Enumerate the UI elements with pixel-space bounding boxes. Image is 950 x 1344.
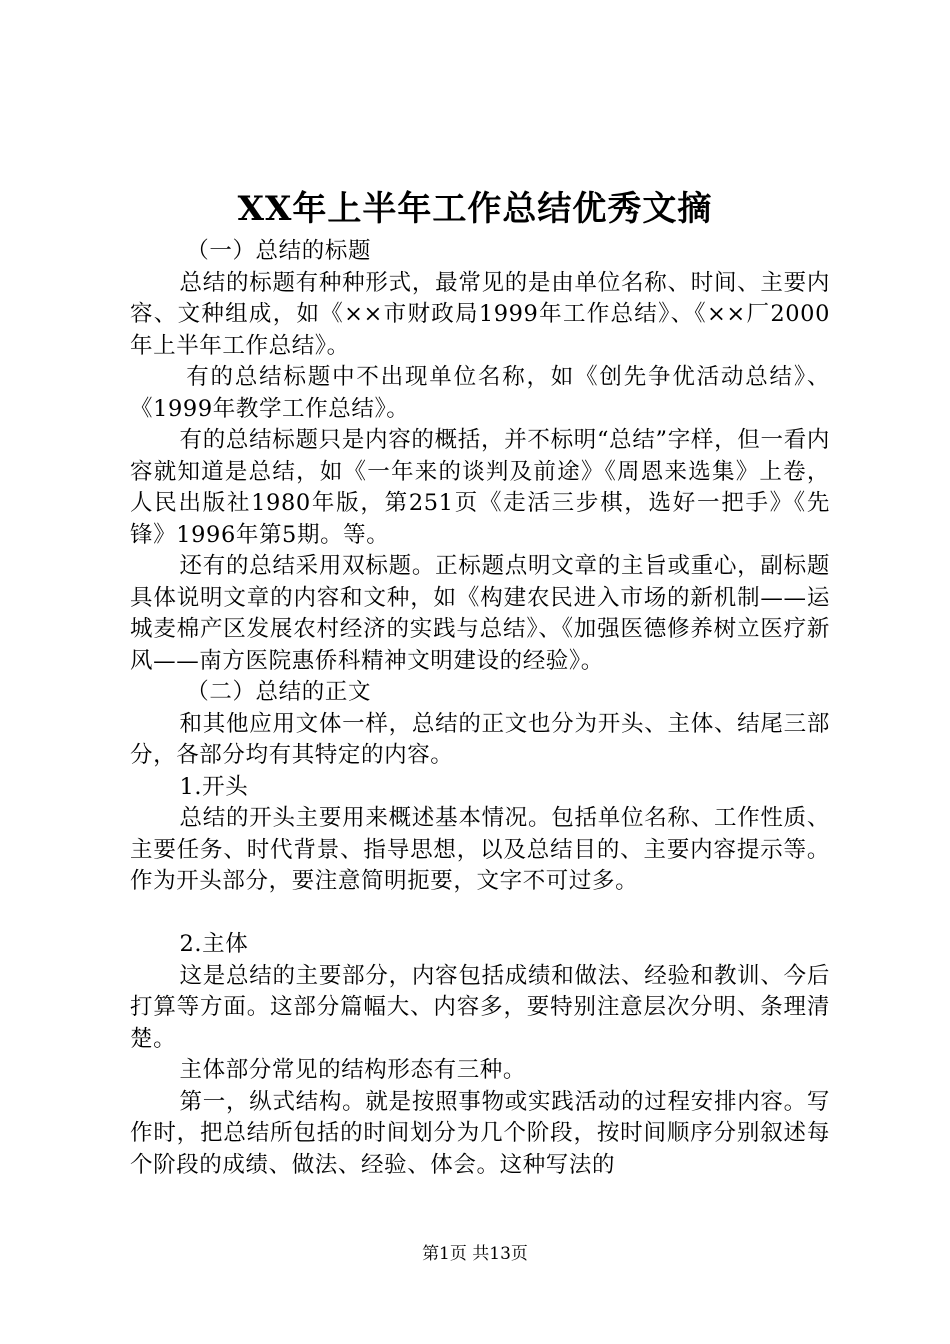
section-heading-body: （二）总结的正文 [186, 679, 372, 705]
document-body [130, 236, 830, 1181]
body-paragraph: 有的总结标题中不出现单位名称，如《创先争优活动总结》、《1999年教学工作总结》。 [130, 364, 830, 422]
body-paragraph: 这是总结的主要部分，内容包括成绩和做法、经验和教训、今后打算等方面。这部分篇幅大、内容多，要特别注意层次分明、条理清楚。 [130, 962, 830, 1052]
body-paragraph: 第一，纵式结构。就是按照事物或实践活动的过程安排内容。写作时，把总结所包括的时间划分为几个阶段，按时间顺序分别叙述每个阶段的成绩、做法、经验、体会。这种写法的 [130, 1088, 830, 1178]
subheading-opening: 1.开头 [179, 773, 249, 800]
document-title: XX年上半年工作总结优秀文摘 [237, 189, 713, 229]
body-paragraph: 主体部分常见的结构形态有三种。 [179, 1057, 527, 1083]
page-number-footer: 第1页 共13页 [422, 1244, 528, 1264]
body-paragraph: 总结的标题有种种形式，最常见的是由单位名称、时间、主要内容、文种组成，如《××市财政局1999年工作总结》、《××厂2000年上半年工作总结》。 [130, 269, 830, 359]
subheading-main-body: 2.主体 [179, 931, 249, 957]
body-paragraph: 和其他应用文体一样，总结的正文也分为开头、主体、结尾三部分，各部分均有其特定的内容。 [130, 710, 830, 768]
body-paragraph: 还有的总结采用双标题。正标题点明文章的主旨或重心，副标题具体说明文章的内容和文种，如《构建农民进入市场的新机制——运城麦棉产区发展农村经济的实践与总结》、《加强医德修养树立医疗新风——南方医院惠侨科精神文明建设的经验》。 [130, 553, 830, 674]
body-paragraph: 总结的开头主要用来概述基本情况。包括单位名称、工作性质、主要任务、时代背景、指导思想，以及总结目的、主要内容提示等。作为开头部分，要注意简明扼要，文字不可过多。 [130, 805, 830, 894]
body-paragraph: 有的总结标题只是内容的概括，并不标明“总结”字样，但一看内容就知道是总结，如《一年来的谈判及前途》《周恩来选集》上卷，人民出版社1980年版，第251页《走活三步棋，选好一把手》《先锋》1996年第5期。等。 [130, 427, 830, 548]
section-heading-title: （一）总结的标题 [186, 238, 372, 264]
